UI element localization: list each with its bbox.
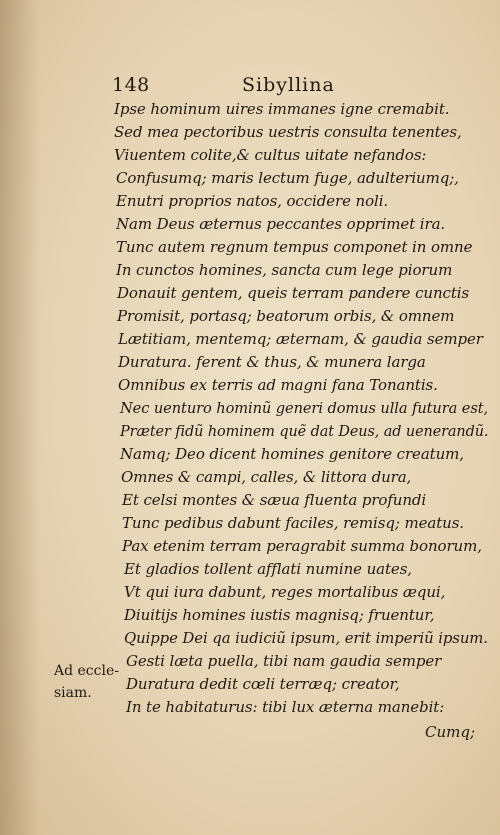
verse-line: Gesti læta puella, tibi nam gaudia semper xyxy=(126,652,442,670)
page-number: 148 xyxy=(112,74,150,96)
verse-line: Tunc autem regnum tempus componet in omne xyxy=(116,238,473,256)
catchword: Cumq; xyxy=(425,723,476,741)
verse-line: Lætitiam, mentemq; æternam, & gaudia semper xyxy=(118,330,483,348)
verse-line: Viuentem colite,& cultus uitate nefandos: xyxy=(114,146,427,164)
verse-line: Quippe Dei qa iudiciũ ipsum, erit imperiũ ipsum. xyxy=(124,629,488,647)
verse-line: Omnibus ex terris ad magni fana Tonantis. xyxy=(118,376,438,394)
gutter-shadow xyxy=(0,0,40,835)
marginal-note xyxy=(54,660,119,704)
running-title: Sibyllina xyxy=(242,74,335,96)
verse-line: Promisit, portasq; beatorum orbis, & omnem xyxy=(117,307,455,325)
page-header xyxy=(0,74,500,100)
verse-line: Duratura dedit cœli terræq; creator, xyxy=(126,675,400,693)
verse-line: Diuitijs homines iustis magnisq; fruentur, xyxy=(124,606,435,624)
verse-line: Duratura. ferent & thus, & munera larga xyxy=(118,353,426,371)
verse-line: Tunc pedibus dabunt faciles, remisq; meatus. xyxy=(122,514,464,532)
verse-line: Donauit gentem, queis terram pandere cunctis xyxy=(117,284,470,302)
verse-line: Confusumq; maris lectum fuge, adulteriumq;, xyxy=(116,169,459,187)
verse-line: In cunctos homines, sancta cum lege piorum xyxy=(116,261,453,279)
verse-line: In te habitaturus: tibi lux æterna manebit: xyxy=(126,698,445,716)
verse-line: Et celsi montes & sæua fluenta profundi xyxy=(122,491,427,509)
marginal-note-line: Ad eccle- xyxy=(54,663,119,679)
marginal-note-line: siam. xyxy=(54,685,92,701)
verse-line: Omnes & campi, calles, & littora dura, xyxy=(121,468,412,486)
verse-line: Enutri proprios natos, occidere noli. xyxy=(116,192,389,210)
verse-line: Et gladios tollent afflati numine uates, xyxy=(124,560,412,578)
verse-line: Namq; Deo dicent homines genitore creatum, xyxy=(120,445,464,463)
verse-line: Vt qui iura dabunt, reges mortalibus æqui, xyxy=(124,583,446,601)
verse-line: Præter fidũ hominem quẽ dat Deus, ad uenerandũ. xyxy=(120,422,489,440)
verse-line: Sed mea pectoribus uestris consulta tenentes, xyxy=(114,123,462,141)
verse-line: Ipse hominum uires immanes igne cremabit. xyxy=(114,100,450,118)
verse-line: Nam Deus æternus peccantes opprimet ira. xyxy=(116,215,446,233)
verse-line: Nec uenturo hominũ generi domus ulla futura est, xyxy=(120,399,489,417)
verse-line: Pax etenim terram peragrabit summa bonorum, xyxy=(122,537,482,555)
